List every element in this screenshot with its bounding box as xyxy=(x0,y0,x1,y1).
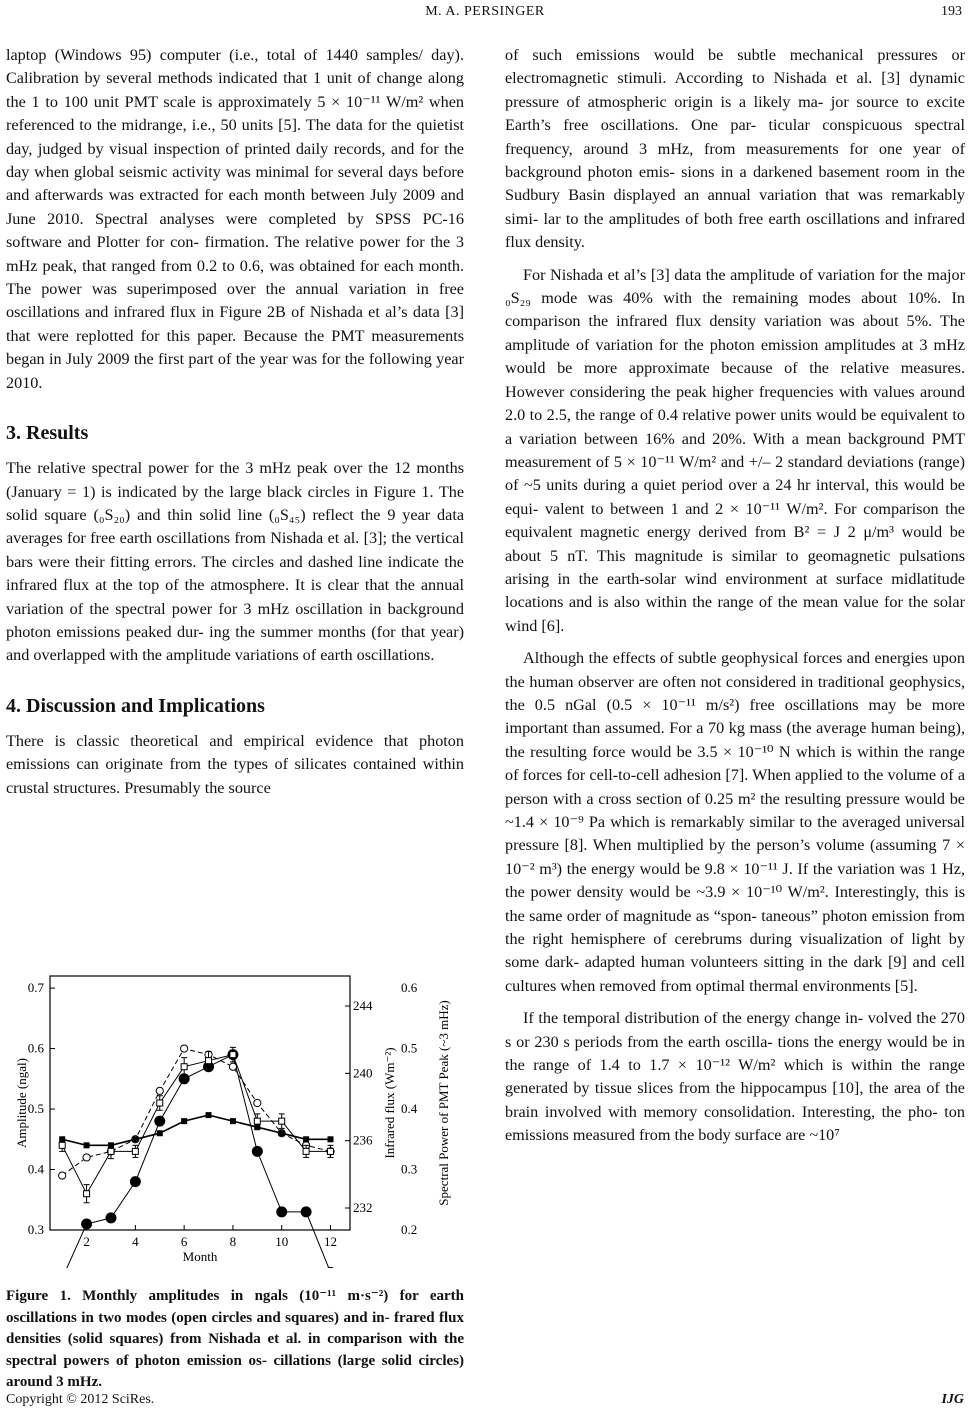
pmt-power-point xyxy=(325,1267,336,1268)
paragraph-results: The relative spectral power for the 3 mHz peak over the 12 months (January = 1) is indicated by the large black circles in Figure 1. The solid square (₀S₂₀) and thin solid line (₀S₄₅) reflect the 9 year data averages for free earth oscillations from Nishada et al. [3]; the vertical bars were their fitting errors. The circles and dashed line indicate the infrared flux at the top of the atmosphere. It is clear that the annual variation of the spectral power for 3 mHz oscillation in background photon emissions peaked dur- ing the summer months (for that year) and overlapped with the amplitude variations of earth oscillations. xyxy=(6,459,464,665)
mode-s45-point xyxy=(59,1142,65,1148)
left-column xyxy=(6,44,464,800)
infrared-flux-point xyxy=(156,1087,163,1094)
pmt-power-point xyxy=(301,1206,312,1217)
y-tick-label: 0.7 xyxy=(27,980,44,996)
figure-1-chart xyxy=(10,968,460,1268)
plot-frame xyxy=(50,976,350,1230)
paragraph-forces: Although the effects of subtle geophysical forces and energies upon the human observer are often not considered in traditional geophysics, the 0.5 nGal (0.5 × 10⁻¹¹ m/s²) free oscillations may be more important than assumed. For a 70 kg mass (the average human being), the resulting force would be 3.5 × 10⁻¹⁰ N which is within the range of forces for cell-to-cell adhesion [7]. When applied to the volume of a person with a cross section of 0.25 m² the resulting pressure would be ~1.4 × 10⁻⁹ Pa which is remarkably similar to the averaged universal pressure [8]. When multiplied by the person’s volume (assuming 7 × 10⁻² m³) the energy would be 9.8 × 10⁻¹¹ J. If the variation was 1 Hz, the power density would be ~3.9 × 10⁻¹⁰ W/m². Interestingly, this is the same order of magnitude as “spon- taneous” photon emission from the right hemisphere of cerebrums during visualization of light by some dark- adapted human volunteers sitting in the dark [9] and cell cultures when removed from optimal thermal environments [5]. xyxy=(505,649,965,995)
pmt-tick-label: 0.4 xyxy=(401,1101,418,1117)
mode-s20-point xyxy=(84,1142,90,1148)
infrared-flux-point xyxy=(83,1154,90,1161)
pmt-power-line xyxy=(62,1055,330,1268)
mode-s20-point xyxy=(327,1136,333,1142)
ir-tick-label: 240 xyxy=(353,1065,373,1081)
mode-s45-point xyxy=(303,1148,309,1154)
infrared-flux-point xyxy=(181,1045,188,1052)
mode-s45-point xyxy=(84,1191,90,1197)
x-tick-label: 8 xyxy=(229,1234,237,1249)
pmt-power-point xyxy=(105,1212,116,1223)
mode-s20-line xyxy=(62,1115,330,1145)
y-tick-label: 0.6 xyxy=(27,1040,44,1056)
copyright-notice: Copyright © 2012 SciRes. xyxy=(6,1392,155,1407)
pmt-power-point xyxy=(252,1146,263,1157)
ir-tick-label: 244 xyxy=(353,998,373,1013)
x-axis-label: Month xyxy=(182,1249,218,1264)
section-heading-results: 3. Results xyxy=(6,422,89,445)
y-axis-label: Amplitude (ngal) xyxy=(14,1058,29,1148)
infrared-flux-line xyxy=(62,1049,330,1176)
mode-s20-point xyxy=(59,1136,65,1142)
mode-s20-point xyxy=(230,1118,236,1124)
pmt-tick-label: 0.3 xyxy=(401,1161,418,1177)
paragraph-temporal: If the temporal distribution of the energy change in- volved the 270 s or 230 s periods from the earth oscilla- tions the energy would be in the range of 1.4 to 1.7 × 10⁻¹² W/m² which is within the range generated by tissue slices from the hippocampus [10], the area of the brain involved with memory consolidation. Interesting, the pho- ton emissions measured from the body surface are ~10⁷ xyxy=(505,1009,965,1145)
x-tick-label: 6 xyxy=(180,1234,188,1249)
paragraph-methods-end: laptop (Windows 95) computer (i.e., total of 1440 samples/ day). Calibration by several methods indicated that 1 unit of change along the 1 to 100 unit PMT scale is approximately 5 × 10⁻¹¹ W/m² when referenced to the midrange, i.e., 50 units [5]. The data for the quietist day, judged by visual inspection of printed daily records, and for the day when global seismic activity was minimal for several days before and afterwards was extracted for each month between July 2009 and June 2010. Spectral analyses were completed by SPSS PC-16 software and Plotter for con- firmation. The relative power for the 3 mHz peak, that ranged from 0.2 to 0.6, was obtained for each month. The power was superimposed over the annual variation in free oscillations and infrared flux in Figure 2B of Nishada et al’s data [3] that were replotted for this paper. Because the PMT measurements began in July 2009 the first part of the year was for the following year 2010. xyxy=(6,46,464,392)
page-number: 193 xyxy=(941,4,962,19)
running-head-author: M. A. PERSINGER xyxy=(425,4,545,19)
mode-s45-point xyxy=(157,1100,163,1106)
ir-axis-label: Infrared flux (Wm⁻²) xyxy=(382,1047,397,1159)
x-tick-label: 12 xyxy=(323,1234,337,1249)
page-header xyxy=(0,2,970,24)
mode-s20-point xyxy=(132,1136,138,1142)
mode-s45-point xyxy=(206,1058,212,1064)
pmt-power-point xyxy=(130,1176,141,1187)
infrared-flux-point xyxy=(229,1063,236,1070)
infrared-flux-point xyxy=(254,1099,261,1106)
x-tick-label: 10 xyxy=(275,1234,289,1249)
x-tick-label: 4 xyxy=(132,1234,139,1249)
pmt-power-point xyxy=(81,1218,92,1229)
mode-s45-point xyxy=(108,1148,114,1154)
ir-tick-label: 232 xyxy=(353,1200,373,1215)
mode-s20-point xyxy=(181,1118,187,1124)
right-column xyxy=(505,44,965,1148)
pmt-axis-label: Spectral Power of PMT Peak (~3 mHz) xyxy=(436,1000,451,1206)
mode-s45-point xyxy=(254,1118,260,1124)
mode-s20-point xyxy=(254,1124,260,1130)
mode-s20-point xyxy=(108,1142,114,1148)
mode-s45-point xyxy=(230,1052,236,1058)
figure-1-caption: Figure 1. Monthly amplitudes in ngals (10⁻¹¹ m·s⁻²) for earth oscillations in two modes (open circles and squares) and in- frared flux densities (solid squares) from Nishada et al. in comparison with the spectral powers of photon emission os- cillations (large solid circles) around 3 mHz. xyxy=(6,1288,464,1390)
pmt-tick-label: 0.2 xyxy=(401,1222,418,1237)
section-heading-discussion: 4. Discussion and Implications xyxy=(6,694,265,717)
mode-s20-point xyxy=(303,1136,309,1142)
pmt-power-point xyxy=(154,1116,165,1127)
journal-abbrev: IJG xyxy=(941,1392,964,1407)
chart-svg xyxy=(10,968,460,1268)
mode-s20-point xyxy=(206,1112,212,1118)
mode-s20-point xyxy=(157,1130,163,1136)
pmt-tick-label: 0.6 xyxy=(401,980,418,996)
mode-s45-line xyxy=(62,1055,330,1194)
x-tick-label: 2 xyxy=(83,1234,90,1249)
infrared-flux-point xyxy=(59,1172,66,1179)
y-tick-label: 0.3 xyxy=(27,1222,44,1237)
pmt-tick-label: 0.5 xyxy=(401,1040,418,1056)
paragraph-source: of such emissions would be subtle mechanical pressures or electromagnetic stimuli. According to Nishada et al. [3] dynamic pressure of atmospheric origin is a likely ma- jor source to excite Earth’s free oscillations. One par- ticular conspicuous spectral frequency, around 3 mHz, from measurements for one year of background photon emis- sions in a darkened basement room in the Sudbury Basin displayed an annual variation that was remarkably simi- lar to the amplitudes of both free earth oscillations and infrared flux density. xyxy=(505,46,965,252)
mode-s20-point xyxy=(279,1130,285,1136)
paragraph-amplitude: For Nishada et al’s [3] data the amplitude of variation for the major ₀S₂₉ mode was 40% with the remaining modes about 10%. In comparison the infrared flux density variation was about 5%. The amplitude of variation for the photon emission amplitudes at 3 mHz would be more approximate because of the relative measures. However considering the peak higher frequencies with values around 2.0 to 2.5, the range of 0.4 relative power units would be equivalent to a variation between 16% and 20%. With a mean background PMT measurement of 5 × 10⁻¹¹ W/m² and +/– 2 standard deviations (range) of ~5 units during a quiet period over a 24 hr interval, this would be equi- valent to between 1 and 2 × 10⁻¹¹ W/m². For comparison the equivalent magnetic energy derived from B² = J 2 μ/m³ would be about 5 nT. This magnitude is similar to geomagnetic pulsations arising in the earth-solar wind environment at surface midlatitude locations and is also within the range of the mean value for the solar wind [6]. xyxy=(505,265,965,635)
y-tick-label: 0.5 xyxy=(27,1101,44,1117)
paragraph-discussion-start: There is classic theoretical and empirical evidence that photon emissions can originate from the types of silicates contained within crustal structures. Presumably the source xyxy=(6,731,464,797)
pmt-power-point xyxy=(276,1206,287,1217)
y-tick-label: 0.4 xyxy=(27,1161,44,1177)
mode-s45-point xyxy=(132,1148,138,1154)
mode-s45-point xyxy=(181,1064,187,1070)
ir-tick-label: 236 xyxy=(353,1132,373,1148)
mode-s45-point xyxy=(327,1148,333,1154)
mode-s45-point xyxy=(279,1118,285,1124)
